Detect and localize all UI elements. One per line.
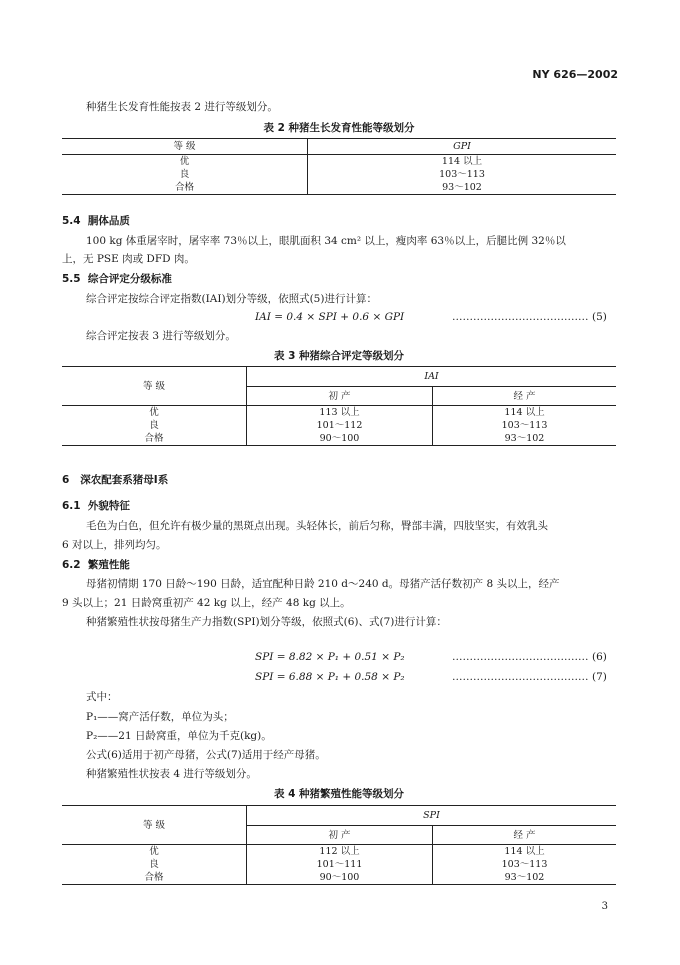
table3-sub-later: 经 产 xyxy=(433,387,617,406)
table4 xyxy=(62,805,616,885)
definition-p1: P₁——窝产活仔数，单位为头； xyxy=(86,711,234,723)
where-label: 式中： xyxy=(86,691,118,703)
leader-dots: ………………………………… xyxy=(452,651,589,663)
value-cell: 113 以上 xyxy=(247,406,433,420)
table-row xyxy=(62,858,616,871)
value-cell: 101～112 xyxy=(247,419,433,432)
section-5-5-heading xyxy=(62,272,172,286)
table4-sub-first: 初 产 xyxy=(247,826,433,845)
section-number: 6 xyxy=(62,474,70,486)
grade-cell: 合格 xyxy=(62,181,308,195)
s55-line2: 综合评定按表 3 进行等级划分。 xyxy=(86,330,236,342)
formula-5-number: (5) xyxy=(592,311,607,323)
formula-7-number: (7) xyxy=(592,671,607,683)
table2 xyxy=(62,138,616,195)
section-title: 外貌特征 xyxy=(87,500,130,512)
value-cell: 114 以上 xyxy=(504,407,545,418)
grade-cell: 良 xyxy=(62,858,247,871)
table2-col-gpi: GPI xyxy=(308,139,617,155)
table-row xyxy=(62,419,616,432)
s62-line5: 种猪繁殖性状按表 4 进行等级划分。 xyxy=(86,768,257,780)
table-row xyxy=(62,155,616,169)
table3-col-iai: IAI xyxy=(247,367,617,387)
section-number: 6.2 xyxy=(62,559,81,571)
section-number: 5.5 xyxy=(62,273,81,285)
s54-line2: 上，无 PSE 肉或 DFD 肉。 xyxy=(62,253,195,265)
table-row xyxy=(62,845,616,859)
section-number: 5.4 xyxy=(62,215,81,227)
standard-code: NY 626—2002 xyxy=(532,68,618,81)
s61-line2: 6 对以上，排列均匀。 xyxy=(62,539,167,551)
table4-col-grade: 等 级 xyxy=(62,806,247,845)
table3-sub-first: 初 产 xyxy=(247,387,433,406)
grade-cell: 合格 xyxy=(62,432,247,446)
leader-dots: ………………………………… xyxy=(452,671,589,683)
formula-5: IAI = 0.4 × SPI + 0.6 × GPI xyxy=(255,311,405,323)
table-row xyxy=(62,432,616,446)
section-title: 繁殖性能 xyxy=(87,559,130,571)
value-cell: 90～100 xyxy=(247,432,433,446)
grade-cell: 优 xyxy=(62,406,247,420)
section-6-2-heading xyxy=(62,558,130,572)
section-title: 综合评定分级标准 xyxy=(87,273,172,285)
table2-caption: 表 2 种猪生长发育性能等级划分 xyxy=(263,122,415,134)
value-cell: 93～102 xyxy=(504,872,545,883)
table4-col-spi: SPI xyxy=(247,806,617,826)
s54-line1: 100 kg 体重屠宰时，屠宰率 73％以上，眼肌面积 34 cm² 以上，瘦肉率 63％以上，后腿比例 32％以 xyxy=(86,235,566,247)
grade-cell: 合格 xyxy=(62,871,247,885)
value-cell: 114 以上 xyxy=(504,846,545,857)
s62-line1: 母猪初情期 170 日龄～190 日龄，适宜配种日龄 210 d～240 d。母猪产活仔数初产 8 头以上，经产 xyxy=(86,578,560,590)
value-cell: 114 以上 xyxy=(441,156,483,167)
table2-col-grade: 等 级 xyxy=(62,139,308,155)
grade-cell: 优 xyxy=(62,845,247,859)
value-cell: 103～113 xyxy=(501,859,548,870)
s62-line2: 9 头以上；21 日龄窝重初产 42 kg 以上，经产 48 kg 以上。 xyxy=(62,597,351,609)
intro-text: 种猪生长发育性能按表 2 进行等级划分。 xyxy=(86,101,278,113)
s55-line1: 综合评定按综合评定指数(IAI)划分等级，依照式(5)进行计算： xyxy=(86,293,377,305)
definition-p2: P₂——21 日龄窝重，单位为千克(kg)。 xyxy=(86,730,272,742)
section-5-4-heading xyxy=(62,214,130,228)
section-title: 深农配套系猪母Ⅰ系 xyxy=(80,474,169,486)
section-6-heading xyxy=(62,473,168,487)
section-number: 6.1 xyxy=(62,500,81,512)
table-row xyxy=(62,168,616,181)
grade-cell: 良 xyxy=(62,419,247,432)
value-cell: 93～102 xyxy=(504,433,545,444)
s62-line3: 种猪繁殖性状按母猪生产力指数(SPI)划分等级，依照式(6)、式(7)进行计算： xyxy=(86,616,447,628)
formula-6: SPI = 8.82 × P₁ + 0.51 × P₂ xyxy=(255,651,405,663)
page-number: 3 xyxy=(601,901,608,912)
table-row xyxy=(62,871,616,885)
table3-caption: 表 3 种猪综合评定等级划分 xyxy=(273,350,405,362)
table-row xyxy=(62,181,616,195)
leader-dots: ………………………………… xyxy=(452,311,589,323)
table4-caption: 表 4 种猪繁殖性能等级划分 xyxy=(273,788,405,800)
value-cell: 101～111 xyxy=(247,858,433,871)
formula-7: SPI = 6.88 × P₁ + 0.58 × P₂ xyxy=(255,671,405,683)
formula-6-number: (6) xyxy=(592,651,607,663)
table4-sub-later: 经 产 xyxy=(433,826,617,845)
value-cell: 112 以上 xyxy=(247,845,433,859)
value-cell: 93～102 xyxy=(442,182,482,193)
grade-cell: 良 xyxy=(62,168,308,181)
s62-line4: 公式(6)适用于初产母猪，公式(7)适用于经产母猪。 xyxy=(86,749,326,761)
table3 xyxy=(62,366,616,446)
section-6-1-heading xyxy=(62,499,130,513)
table3-col-grade: 等 级 xyxy=(62,367,247,406)
table-row xyxy=(62,406,616,420)
value-cell: 90～100 xyxy=(247,871,433,885)
value-cell: 103～113 xyxy=(501,420,548,431)
s61-line1: 毛色为白色，但允许有极少量的黑斑点出现。头轻体长，前后匀称，臀部丰满，四肢坚实，有效乳头 xyxy=(86,520,548,532)
section-title: 胴体品质 xyxy=(87,215,130,227)
grade-cell: 优 xyxy=(62,155,308,169)
value-cell: 103～113 xyxy=(439,169,485,180)
